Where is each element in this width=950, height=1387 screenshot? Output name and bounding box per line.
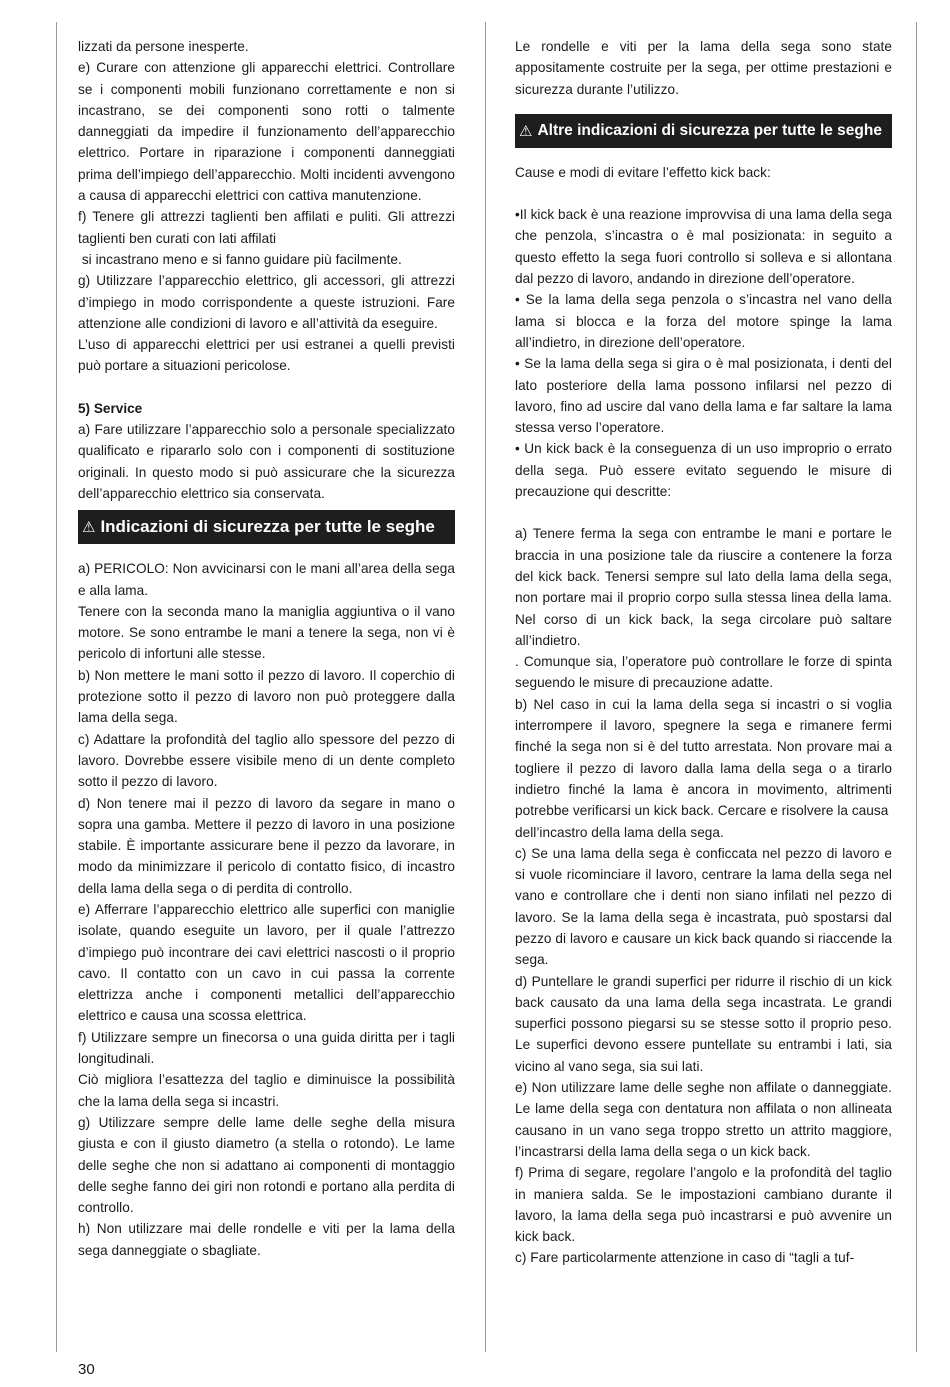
paragraph: • Un kick back è la conseguenza di un uso improprio o errato della sega. Può essere evitato seguendo le misure di precauzione qui descritte:	[515, 441, 892, 500]
paragraph: f) Tenere gli attrezzi taglienti ben affilati e puliti. Gli attrezzi taglienti ben curati con lati affilati	[78, 209, 455, 246]
warning-icon: ⚠	[519, 122, 533, 140]
paragraph: • Se la lama della sega penzola o s’incastra nel vano della lama si blocca e la forza del motore spinge la lama all’indietro, in direzione dell’operatore.	[515, 292, 892, 350]
paragraph: Ciò migliora l’esattezza del taglio e diminuisce la possibilità che la lama della sega si incastri.	[78, 1072, 455, 1109]
paragraph: Tenere con la seconda mano la maniglia aggiuntiva o il vano motore. Se sono entrambe le mani a tenere la sega, non vi è pericolo di infortuni alle stesse.	[78, 603, 455, 662]
spacer	[515, 183, 892, 204]
paragraph: g) Utilizzare sempre delle lame delle seghe della misura giusta e con il giusto diametro (a stella o rotondo). Le lame delle seghe che non si adattano ai componenti di montaggio delle seghe fanno dei giri non rotondi e portano alla perdita di controllo.	[78, 1114, 455, 1216]
warning-icon: ⚠	[82, 519, 96, 537]
paragraph: a) Fare utilizzare l’apparecchio solo a personale specializzato qualificato e ripararlo solo con i componenti di sostituzione originali. In questo modo si può assicurare che la sicurezza dell’apparecchio elettrico sia conservata.	[78, 422, 455, 501]
paragraph: c) Fare particolarmente attenzione in caso di “tagli a tuf-	[515, 1250, 855, 1266]
column-rule-right	[916, 22, 917, 1352]
paragraph: Cause e modi di evitare l’effetto kick back:	[515, 164, 771, 180]
paragraph: f) Prima di segare, regolare l’angolo e la profondità del taglio in maniera salda. Se le impostazioni cambiano durante il lavoro, la lama della sega può incastrarsi e può avvenire un kick back.	[515, 1165, 892, 1245]
paragraph: . Comunque sia, l’operatore può controllare le forze di spinta seguendo le misure di precauzione adatte.	[515, 654, 892, 691]
paragraph: dell’incastro della lama della sega.	[515, 824, 724, 840]
spacer	[78, 377, 455, 398]
paragraph: a) PERICOLO: Non avvicinarsi con le mani all’area della sega e alla lama.	[78, 561, 455, 598]
paragraph: lizzati da persone inesperte.	[78, 39, 249, 54]
paragraph: • Se la lama della sega si gira o è mal posizionata, i denti del lato posteriore della lama possono infilarsi nel pezzo di lavoro, fino ad uscire dal vano della lama e far saltare la lama stessa verso l’operatore.	[515, 356, 892, 436]
page-number: 30	[78, 1361, 95, 1378]
paragraph: f) Utilizzare sempre un finecorsa o una guida diritta per i tagli longitudinali.	[78, 1029, 455, 1067]
paragraph: d) Puntellare le grandi superfici per ridurre il rischio di un kick back causato da una lama della sega incastrata. Le grandi superfici possono piegarsi su se stesse sotto il proprio peso. Le superfici devono essere puntellate su entrambi i lati, sia vicino al vano sega, sia sui lati.	[515, 973, 892, 1074]
paragraph: L’uso di apparecchi elettrici per usi estranei a quelli previsti può portare a situazioni pericolose.	[78, 337, 455, 374]
paragraph: b) Nel caso in cui la lama della sega si incastri o si voglia interrompere il lavoro, spegnere la sega e rimanere fermi finché la sega non si è del tutto arrestata. Non provare mai a togliere il pezzo di lavoro dalla lama della sega o a tirarlo indietro finché la lama è ancora in movimento, altrimenti potrebbe verificarsi un kick back. Cercare e risolvere la causa	[515, 696, 892, 819]
paragraph: c) Se una lama della sega è conficcata nel pezzo di lavoro e si vuole ricominciare il lavoro, centrare la lama della sega nel vano e controllare che i denti non siano infilati nel pezzo di lavoro. Se la lama della sega è incastrata, può spostarsi dal pezzo di lavoro e causare un kick back quando si riaccende la sega.	[515, 845, 892, 968]
paragraph: Le rondelle e viti per la lama della sega sono state appositamente costruite per la sega, per ottime prestazioni e sicurezza durante l’utilizzo.	[515, 39, 892, 97]
paragraph: e) Non utilizzare lame delle seghe non affilate o danneggiate. Le lame della sega con dentatura non affilata o non allineata causano in un vano sega troppo stretto un attrito maggiore, l’incastrarsi della lama della sega o un kick back.	[515, 1080, 892, 1159]
paragraph: e) Afferrare l’apparecchio elettrico alle superfici con maniglie isolate, quando eseguite un lavoro, per il quale l’attrezzo d’impiego può incontrare dei cavi elettrici nascosti o il proprio cavo. Il contatto con un cavo in cui passa la corrente elettrizza anche i componenti metallici dell’apparecchio elettrico e causa una scossa elettrica.	[78, 901, 455, 1024]
section-banner-safety	[78, 510, 455, 544]
paragraph: b) Non mettere le mani sotto il pezzo di lavoro. Il coperchio di protezione sotto il pezzo di lavoro non può proteggere dalla lama della sega.	[78, 667, 455, 726]
paragraph: c) Adattare la profondità del taglio allo spessore del pezzo di lavoro. Dovrebbe essere visibile meno di un dente completo sotto il pezzo di lavoro.	[78, 731, 455, 790]
column-rule-center	[485, 22, 486, 1352]
paragraph: g) Utilizzare l’apparecchio elettrico, gli accessori, gli attrezzi d’impiego in modo corrispondente a queste istruzioni. Fare attenzione alle condizioni di lavoro e all’attività da eseguire.	[78, 273, 455, 331]
paragraph: d) Non tenere mai il pezzo di lavoro da segare in mano o sopra una gamba. Mettere il pezzo di lavoro in una posizione stabile. È importante assicurare bene il pezzo da lavorare, in modo da minimizzare il pericolo di contatto fisico, di incastro della lama della sega o di perdita di controllo.	[78, 795, 455, 896]
paragraph: h) Non utilizzare mai delle rondelle e viti per la lama della sega danneggiate o sbagliate.	[78, 1221, 455, 1258]
paragraph: e) Curare con attenzione gli apparecchi elettrici. Controllare se i componenti mobili funzionano correttamente e non si incastrano, se dei componenti sono rotti o talmente danneggiati da impedire il funzionamento dell’apparecchio elettrico. Portare in riparazione i componenti danneggiati prima dell’impiego dell’apparecchio. Molti incidenti avvengono a causa di apparecchi elettrici con cattiva manutenzione.	[78, 60, 455, 204]
section-banner-title: Altre indicazioni di sicurezza per tutte le seghe	[537, 121, 882, 139]
right-column	[515, 36, 892, 1269]
paragraph: si incastrano meno e si fanno guidare più facilmente.	[78, 251, 402, 267]
paragraph: •Il kick back è una reazione improvvisa di una lama della sega che penzola, s’incastra o è mal posizionata: in seguito a questo effetto la sega fuori controllo si solleva e si allontana dal pezzo di lavoro, andando in direzione dell’operatore.	[515, 207, 892, 287]
section-banner-kickback	[515, 114, 892, 148]
left-column	[78, 36, 455, 1261]
spacer	[515, 502, 892, 523]
paragraph: a) Tenere ferma la sega con entrambe le mani e portare le braccia in una posizione tale da riuscire a contenere la forza del kick back. Tenersi sempre sul lato della lama della sega, non portare mai il proprio corpo sulla stessa linea della lama. Nel corso di un kick back, la sega circolare può saltare all’indietro.	[515, 526, 892, 648]
section-heading-service: 5) Service	[78, 400, 143, 416]
section-banner-title: Indicazioni di sicurezza per tutte le seghe	[100, 517, 435, 537]
column-rule-left	[56, 22, 57, 1352]
